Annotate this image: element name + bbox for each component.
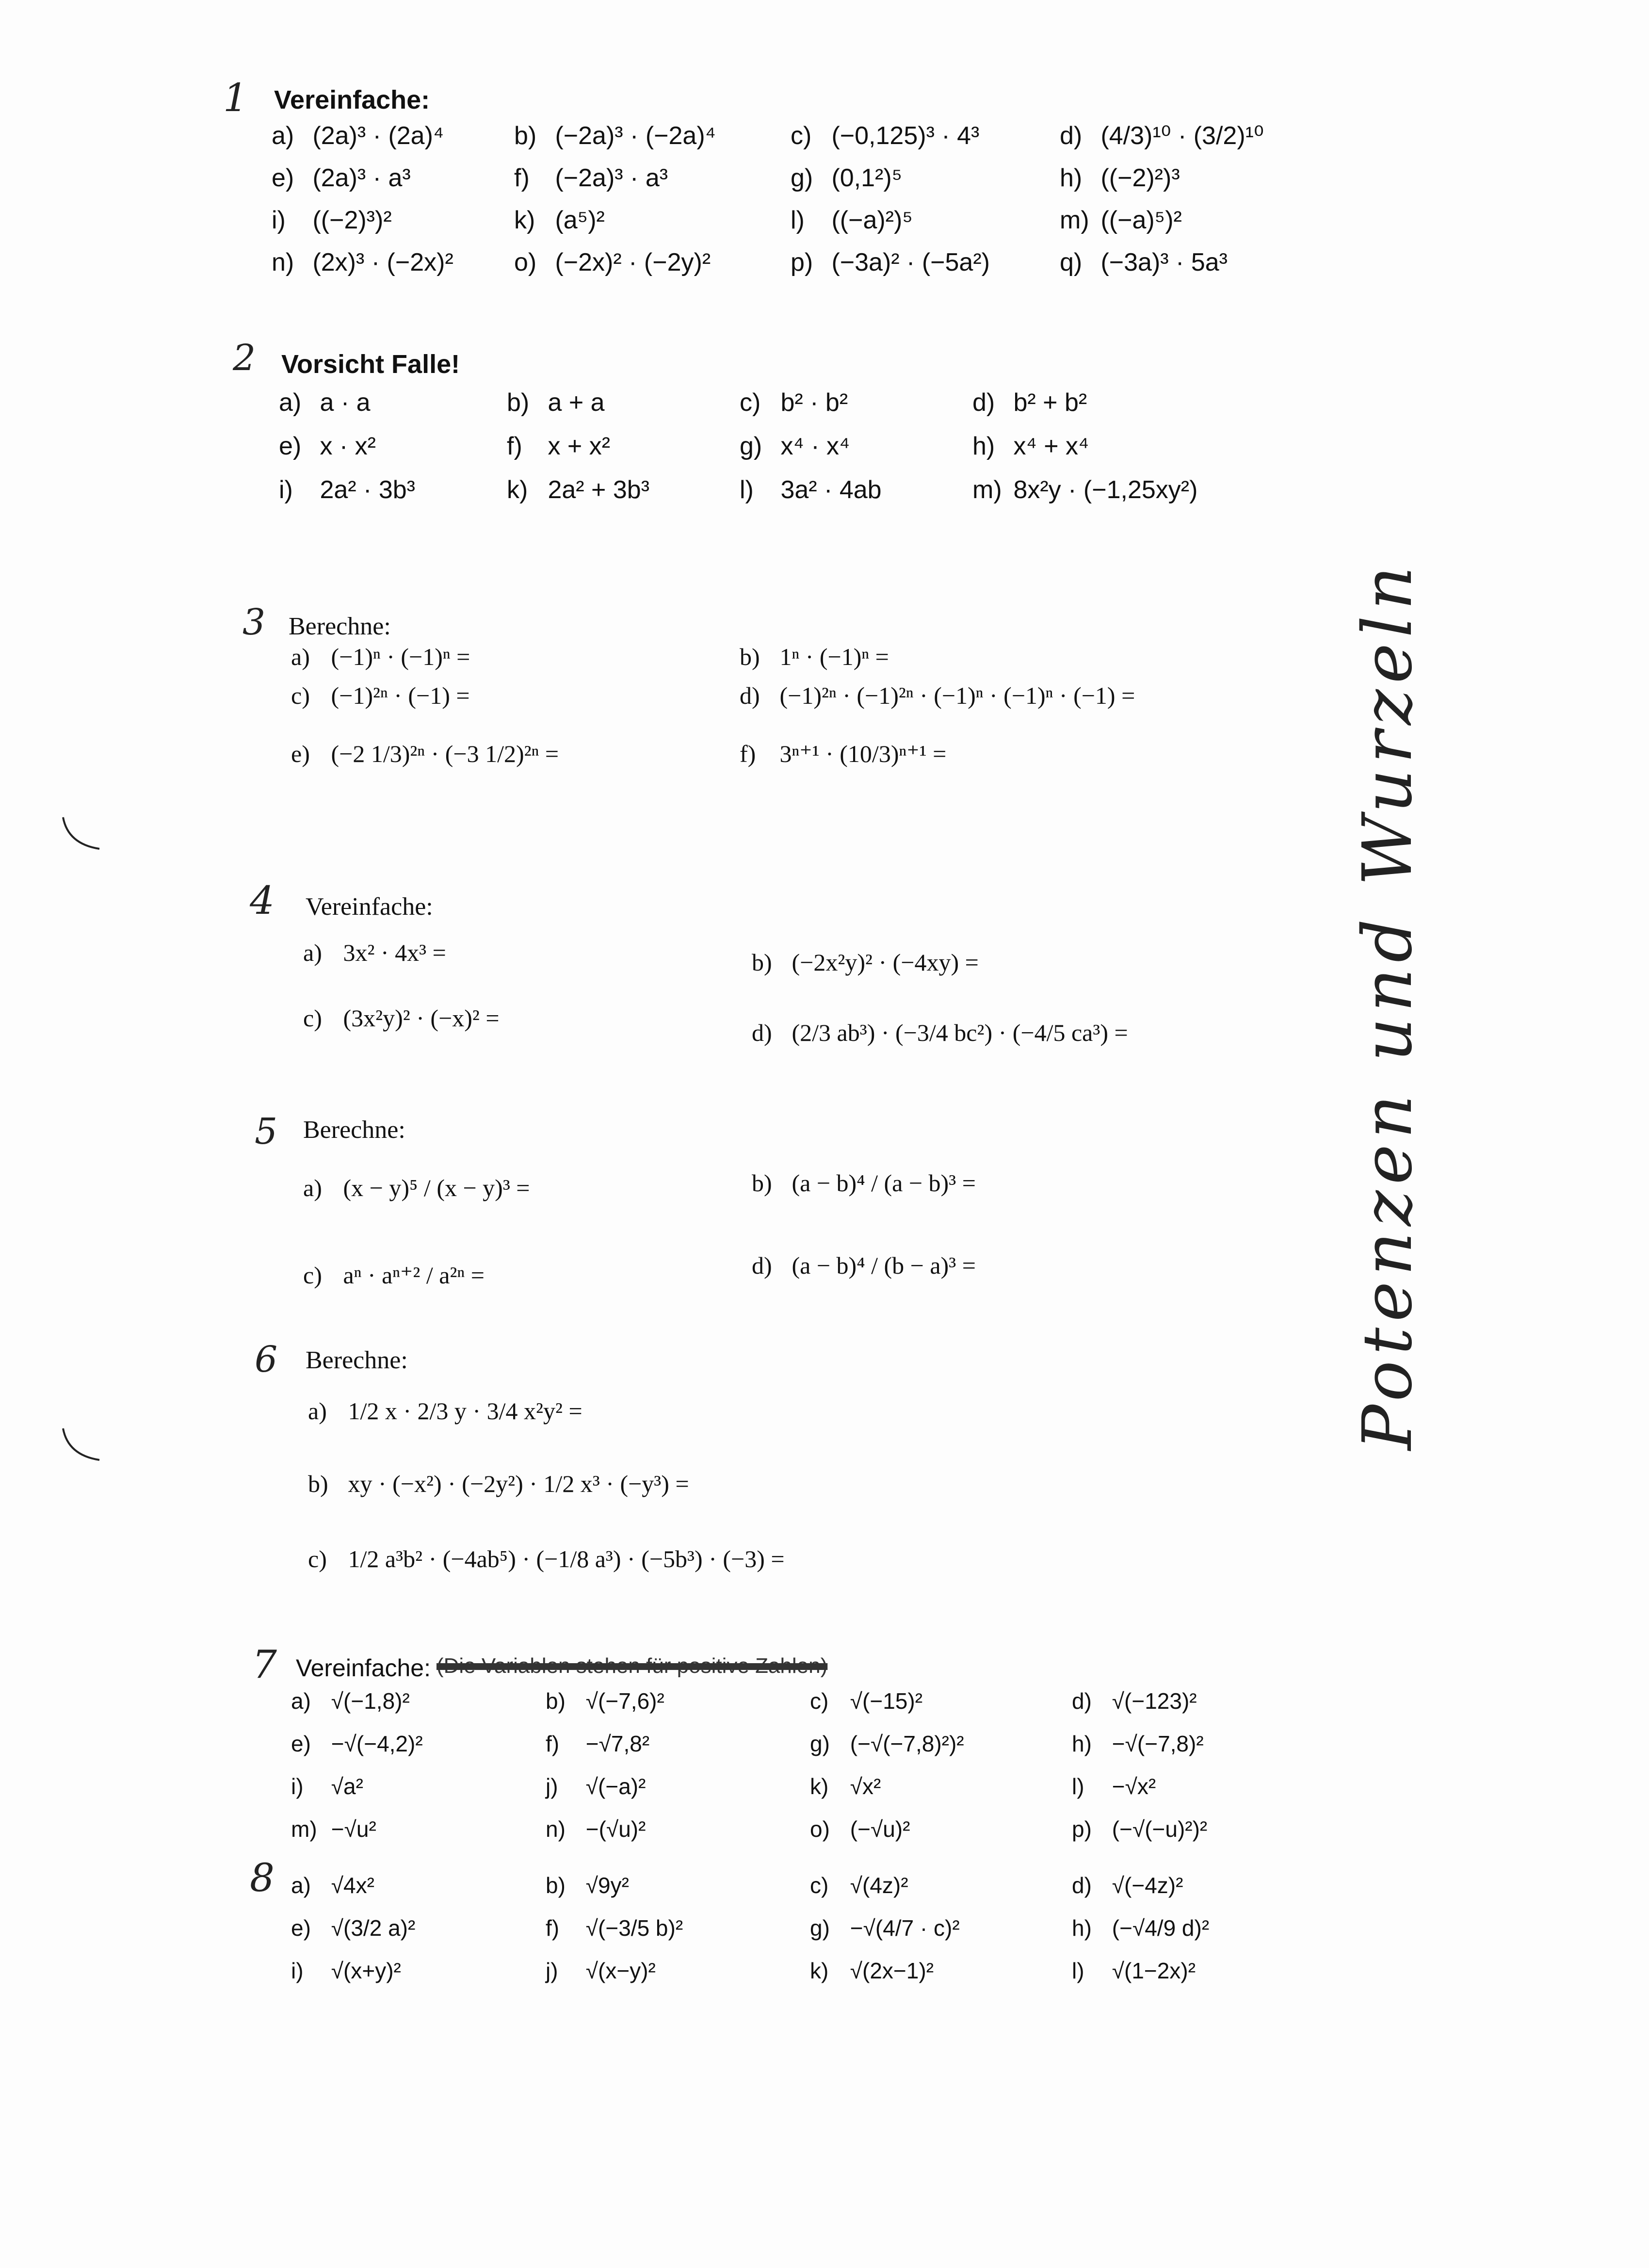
item-expression: 3x² · 4x³ = bbox=[337, 939, 446, 966]
exercise-item bbox=[291, 1958, 401, 1984]
section-title: Berechne: bbox=[306, 1346, 408, 1374]
exercise-item bbox=[1072, 1731, 1204, 1757]
item-label: c) bbox=[303, 1262, 322, 1289]
item-expression: ((−2)²)³ bbox=[1094, 164, 1180, 192]
exercise-item bbox=[507, 475, 649, 504]
exercise-item bbox=[1072, 1816, 1207, 1842]
exercise-item bbox=[514, 206, 605, 235]
item-label: l) bbox=[1072, 1774, 1084, 1799]
item-label: f) bbox=[514, 164, 530, 192]
item-expression: √9y² bbox=[580, 1873, 629, 1898]
item-expression: 2a² · 3b³ bbox=[313, 476, 415, 504]
exercise-item bbox=[810, 1731, 964, 1757]
item-expression: (2a)³ · (2a)⁴ bbox=[306, 122, 444, 150]
item-label: f) bbox=[546, 1915, 560, 1941]
item-expression: √(3/2 a)² bbox=[325, 1915, 416, 1941]
exercise-item bbox=[810, 1688, 922, 1714]
exercise-item bbox=[272, 121, 444, 150]
item-label: g) bbox=[810, 1731, 830, 1756]
item-label: a) bbox=[279, 389, 302, 417]
item-label: b) bbox=[752, 1169, 772, 1197]
section-title: Vereinfache: bbox=[306, 893, 433, 921]
exercise-item bbox=[1072, 1688, 1197, 1714]
item-label: b) bbox=[514, 122, 537, 150]
item-expression: (2x)³ · (−2x)² bbox=[306, 248, 453, 276]
exercise-item bbox=[1060, 163, 1180, 193]
exercise-item bbox=[546, 1915, 683, 1941]
item-label: m) bbox=[972, 476, 1002, 504]
exercise-item bbox=[1072, 1773, 1156, 1799]
item-expression: −√x² bbox=[1106, 1774, 1156, 1799]
item-expression: aⁿ · aⁿ⁺² / a²ⁿ = bbox=[337, 1262, 485, 1289]
item-label: m) bbox=[1060, 206, 1089, 234]
item-expression: √(4z)² bbox=[844, 1873, 908, 1898]
item-label: g) bbox=[810, 1915, 830, 1941]
item-expression: 3a² · 4ab bbox=[774, 476, 882, 504]
item-expression: (−√4/9 d)² bbox=[1106, 1915, 1210, 1941]
exercise-item bbox=[303, 1261, 485, 1289]
item-label: c) bbox=[810, 1873, 829, 1898]
exercise-item bbox=[740, 740, 946, 768]
item-label: b) bbox=[752, 949, 772, 976]
item-label: o) bbox=[514, 248, 537, 276]
item-label: l) bbox=[740, 476, 754, 504]
exercise-item bbox=[507, 432, 610, 461]
section-number: 5 bbox=[255, 1111, 278, 1152]
exercise-item bbox=[791, 248, 990, 277]
exercise-item bbox=[740, 643, 889, 671]
exercise-item bbox=[752, 1169, 976, 1197]
item-label: b) bbox=[507, 389, 530, 417]
item-label: i) bbox=[272, 206, 286, 234]
item-label: p) bbox=[1072, 1816, 1092, 1842]
section-number: 7 bbox=[252, 1642, 277, 1687]
item-expression: a · a bbox=[313, 389, 371, 417]
exercise-item bbox=[291, 1872, 374, 1898]
exercise-item bbox=[1060, 248, 1228, 277]
exercise-item bbox=[272, 248, 453, 277]
item-label: f) bbox=[740, 740, 756, 767]
item-expression: √(−123)² bbox=[1106, 1688, 1197, 1714]
item-label: i) bbox=[279, 476, 293, 504]
exercise-item bbox=[291, 681, 470, 710]
item-label: b) bbox=[308, 1470, 328, 1497]
exercise-item bbox=[791, 206, 913, 235]
item-label: h) bbox=[1072, 1731, 1092, 1756]
item-label: d) bbox=[1060, 122, 1083, 150]
exercise-item bbox=[972, 432, 1089, 461]
item-expression: 1/2 a³b² · (−4ab⁵) · (−1/8 a³) · (−5b³) · (−3) = bbox=[342, 1545, 785, 1572]
margin-note: Potenzen und Wurzeln bbox=[1348, 560, 1427, 1450]
exercise-item bbox=[308, 1470, 689, 1498]
exercise-item bbox=[291, 1773, 363, 1799]
exercise-item bbox=[291, 643, 470, 671]
exercise-item bbox=[740, 388, 848, 417]
item-label: a) bbox=[291, 1873, 311, 1898]
item-expression: ((−a)⁵)² bbox=[1094, 206, 1182, 234]
exercise-item bbox=[272, 163, 411, 193]
item-expression: −√(4/7 · c)² bbox=[844, 1915, 960, 1941]
item-label: i) bbox=[291, 1774, 304, 1799]
item-expression: −(√u)² bbox=[580, 1816, 646, 1842]
item-expression: (4/3)¹⁰ · (3/2)¹⁰ bbox=[1094, 122, 1264, 150]
exercise-item bbox=[791, 163, 902, 193]
item-expression: (−2x²y)² · (−4xy) = bbox=[786, 949, 979, 976]
exercise-item bbox=[1060, 121, 1264, 150]
exercise-item bbox=[279, 475, 415, 504]
item-expression: (−1)²ⁿ · (−1) = bbox=[325, 682, 470, 709]
exercise-item bbox=[303, 1174, 530, 1202]
item-label: c) bbox=[303, 1004, 322, 1032]
item-expression: √(−a)² bbox=[580, 1774, 646, 1799]
item-expression: √(x+y)² bbox=[325, 1958, 401, 1983]
exercise-item bbox=[546, 1816, 646, 1842]
item-expression: (a⁵)² bbox=[548, 206, 605, 234]
item-expression: (−1)ⁿ · (−1)ⁿ = bbox=[325, 643, 470, 670]
item-label: h) bbox=[972, 432, 995, 460]
exercise-item bbox=[291, 1688, 410, 1714]
exercise-item bbox=[810, 1773, 881, 1799]
item-expression: √(2x−1)² bbox=[844, 1958, 934, 1983]
item-label: c) bbox=[291, 682, 310, 709]
exercise-item bbox=[791, 121, 979, 150]
section-number: 4 bbox=[250, 878, 275, 923]
section-number: 8 bbox=[250, 1855, 275, 1900]
item-label: g) bbox=[740, 432, 762, 460]
exercise-item bbox=[740, 475, 882, 504]
item-expression: x⁴ + x⁴ bbox=[1006, 432, 1089, 460]
item-label: k) bbox=[810, 1774, 829, 1799]
exercise-item bbox=[546, 1958, 656, 1984]
exercise-item bbox=[752, 1019, 1128, 1047]
item-expression: 8x²y · (−1,25xy²) bbox=[1006, 476, 1198, 504]
item-label: b) bbox=[740, 643, 760, 670]
exercise-item bbox=[303, 939, 446, 967]
item-expression: (a − b)⁴ / (a − b)³ = bbox=[786, 1169, 976, 1197]
exercise-item bbox=[279, 388, 371, 417]
exercise-item bbox=[546, 1872, 629, 1898]
item-expression: ((−a)²)⁵ bbox=[824, 206, 913, 234]
item-expression: √(−3/5 b)² bbox=[580, 1915, 683, 1941]
exercise-item bbox=[740, 681, 1135, 710]
item-expression: b² · b² bbox=[774, 389, 848, 417]
item-expression: √x² bbox=[844, 1774, 881, 1799]
item-label: k) bbox=[507, 476, 528, 504]
exercise-item bbox=[507, 388, 605, 417]
item-expression: x + x² bbox=[541, 432, 611, 460]
exercise-item bbox=[514, 163, 668, 193]
item-expression: xy · (−x²) · (−2y²) · 1/2 x³ · (−y³) = bbox=[342, 1470, 689, 1497]
item-expression: (−2 1/3)²ⁿ · (−3 1/2)²ⁿ = bbox=[325, 740, 559, 767]
item-expression: −√u² bbox=[325, 1816, 376, 1842]
exercise-item bbox=[810, 1915, 960, 1941]
item-expression: 2a² + 3b³ bbox=[541, 476, 650, 504]
item-label: h) bbox=[1072, 1915, 1092, 1941]
item-label: a) bbox=[303, 939, 322, 966]
exercise-item bbox=[1072, 1958, 1196, 1984]
item-label: k) bbox=[514, 206, 535, 234]
item-expression: 1ⁿ · (−1)ⁿ = bbox=[774, 643, 889, 670]
item-expression: (−√(−7,8)²)² bbox=[844, 1731, 964, 1756]
item-expression: √4x² bbox=[325, 1873, 374, 1898]
item-expression: (−0,125)³ · 4³ bbox=[824, 122, 980, 150]
item-label: m) bbox=[291, 1816, 317, 1842]
item-expression: (2a)³ · a³ bbox=[306, 164, 411, 192]
item-expression: √(−4z)² bbox=[1106, 1873, 1183, 1898]
item-label: d) bbox=[1072, 1873, 1092, 1898]
section-title: Vereinfache: bbox=[296, 1654, 431, 1682]
item-expression: (2/3 ab³) · (−3/4 bc²) · (−4/5 ca³) = bbox=[786, 1019, 1128, 1046]
item-expression: (−3a)³ · 5a³ bbox=[1094, 248, 1228, 276]
item-label: a) bbox=[303, 1174, 322, 1201]
item-label: l) bbox=[791, 206, 805, 234]
exercise-item bbox=[972, 388, 1087, 417]
item-label: a) bbox=[291, 643, 310, 670]
item-expression: √a² bbox=[325, 1774, 363, 1799]
item-label: o) bbox=[810, 1816, 830, 1842]
item-expression: 3ⁿ⁺¹ · (10/3)ⁿ⁺¹ = bbox=[774, 740, 947, 767]
exercise-item bbox=[1072, 1915, 1209, 1941]
item-label: d) bbox=[752, 1252, 772, 1279]
item-label: d) bbox=[972, 389, 995, 417]
exercise-item bbox=[514, 248, 711, 277]
item-label: b) bbox=[546, 1688, 566, 1714]
item-expression: x⁴ · x⁴ bbox=[774, 432, 850, 460]
item-expression: x · x² bbox=[313, 432, 376, 460]
item-expression: (−2x)² · (−2y)² bbox=[548, 248, 711, 276]
section-number: 1 bbox=[223, 75, 248, 120]
item-expression: √(−7,6)² bbox=[580, 1688, 664, 1714]
item-expression: −√(−4,2)² bbox=[325, 1731, 423, 1756]
item-label: a) bbox=[272, 122, 294, 150]
exercise-item bbox=[291, 740, 559, 768]
item-label: i) bbox=[291, 1958, 304, 1983]
exercise-item bbox=[1072, 1872, 1183, 1898]
item-expression: (a − b)⁴ / (b − a)³ = bbox=[786, 1252, 976, 1279]
section-number: 2 bbox=[233, 337, 256, 379]
item-expression: (−2a)³ · (−2a)⁴ bbox=[548, 122, 716, 150]
item-label: a) bbox=[291, 1688, 311, 1714]
item-label: e) bbox=[279, 432, 302, 460]
section-title: Vereinfache: bbox=[274, 85, 430, 114]
item-label: k) bbox=[810, 1958, 829, 1983]
item-label: e) bbox=[291, 1915, 311, 1941]
item-label: d) bbox=[740, 682, 760, 709]
item-expression: (0,1²)⁵ bbox=[824, 164, 903, 192]
item-expression: (−1)²ⁿ · (−1)²ⁿ · (−1)ⁿ · (−1)ⁿ · (−1) = bbox=[774, 682, 1135, 709]
item-expression: √(−15)² bbox=[844, 1688, 923, 1714]
item-expression: 1/2 x · 2/3 y · 3/4 x²y² = bbox=[342, 1397, 582, 1425]
item-expression: (x − y)⁵ / (x − y)³ = bbox=[337, 1174, 530, 1201]
item-expression: √(x−y)² bbox=[580, 1958, 656, 1983]
item-label: h) bbox=[1060, 164, 1083, 192]
item-label: c) bbox=[308, 1545, 327, 1572]
item-expression: ((−2)³)² bbox=[306, 206, 392, 234]
exercise-item bbox=[546, 1773, 646, 1799]
exercise-item bbox=[972, 475, 1197, 504]
exercise-item bbox=[291, 1915, 415, 1941]
item-label: c) bbox=[810, 1688, 829, 1714]
exercise-item bbox=[514, 121, 716, 150]
item-label: e) bbox=[291, 1731, 311, 1756]
item-label: n) bbox=[546, 1816, 566, 1842]
exercise-item bbox=[810, 1816, 910, 1842]
item-expression: (−3a)² · (−5a²) bbox=[824, 248, 990, 276]
item-expression: √(−1,8)² bbox=[325, 1688, 410, 1714]
item-label: q) bbox=[1060, 248, 1083, 276]
item-expression: −√7,8² bbox=[580, 1731, 650, 1756]
exercise-item bbox=[303, 1004, 500, 1032]
exercise-item bbox=[810, 1958, 934, 1984]
exercise-item bbox=[546, 1731, 649, 1757]
exercise-item bbox=[272, 206, 392, 235]
section-number: 3 bbox=[242, 601, 266, 643]
exercise-item bbox=[752, 948, 979, 976]
item-label: f) bbox=[507, 432, 522, 460]
item-label: p) bbox=[791, 248, 813, 276]
item-label: c) bbox=[740, 389, 761, 417]
item-expression: (−√u)² bbox=[844, 1816, 910, 1842]
item-label: j) bbox=[546, 1958, 558, 1983]
exercise-item bbox=[291, 1816, 376, 1842]
item-label: b) bbox=[546, 1873, 566, 1898]
exercise-item bbox=[810, 1872, 908, 1898]
section-title: Berechne: bbox=[303, 1116, 405, 1144]
exercise-item bbox=[308, 1545, 785, 1573]
item-expression: (−√(−u)²)² bbox=[1106, 1816, 1208, 1842]
exercise-item bbox=[279, 432, 376, 461]
item-expression: (3x²y)² · (−x)² = bbox=[337, 1004, 500, 1032]
item-label: d) bbox=[1072, 1688, 1092, 1714]
exercise-item bbox=[1060, 206, 1182, 235]
item-expression: √(1−2x)² bbox=[1106, 1958, 1196, 1983]
exercise-item bbox=[291, 1731, 423, 1757]
exercise-item bbox=[740, 432, 850, 461]
section-number: 6 bbox=[255, 1339, 278, 1380]
item-label: c) bbox=[791, 122, 812, 150]
item-expression: (−2a)³ · a³ bbox=[548, 164, 668, 192]
item-label: n) bbox=[272, 248, 294, 276]
exercise-item bbox=[546, 1688, 664, 1714]
item-expression: −√(−7,8)² bbox=[1106, 1731, 1204, 1756]
exercise-item bbox=[752, 1251, 976, 1280]
section-title: Berechne: bbox=[289, 613, 391, 640]
item-expression: b² + b² bbox=[1006, 389, 1087, 417]
exercise-item bbox=[308, 1397, 582, 1425]
item-expression: a + a bbox=[541, 389, 605, 417]
item-label: g) bbox=[791, 164, 813, 192]
item-label: a) bbox=[308, 1397, 327, 1425]
item-label: l) bbox=[1072, 1958, 1084, 1983]
struck-note: (Die Variablen stehen für positive Zahlen) bbox=[436, 1654, 828, 1678]
item-label: f) bbox=[546, 1731, 560, 1756]
item-label: d) bbox=[752, 1019, 772, 1046]
item-label: j) bbox=[546, 1774, 558, 1799]
section-title: Vorsicht Falle! bbox=[281, 350, 460, 379]
item-label: e) bbox=[272, 164, 294, 192]
item-label: e) bbox=[291, 740, 310, 767]
